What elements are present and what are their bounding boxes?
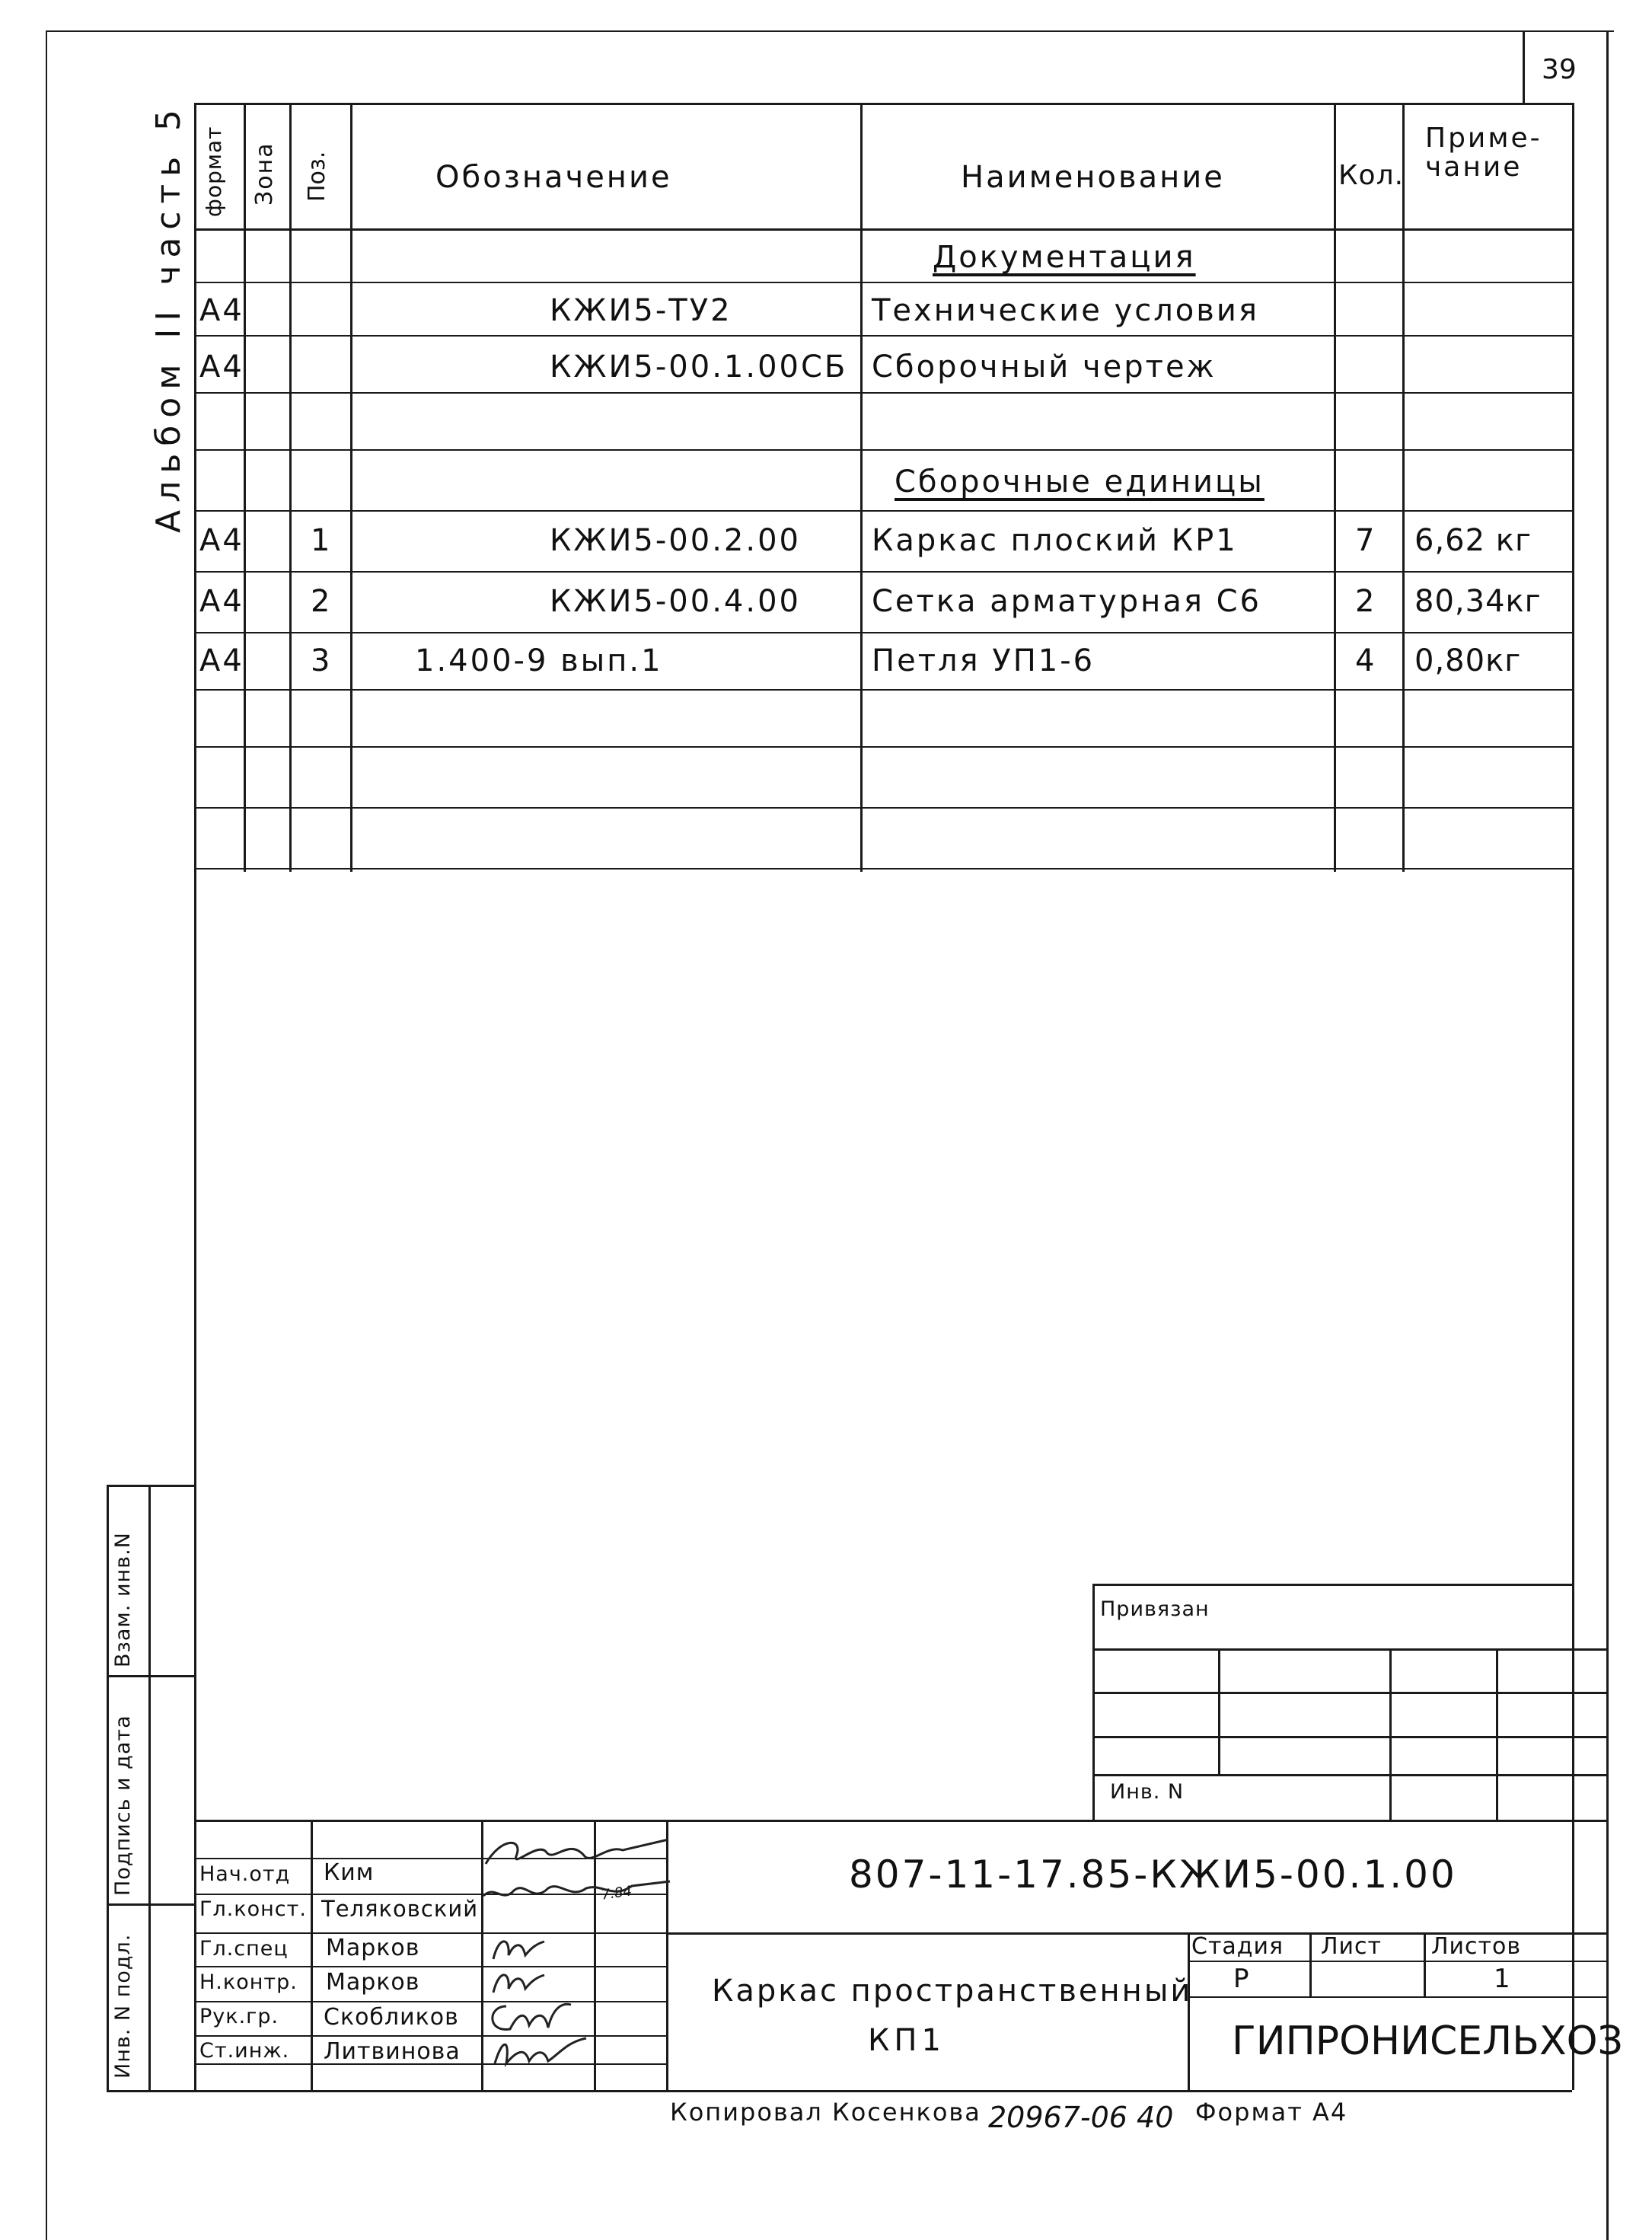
row-name: Петля УП1-6 (872, 643, 1095, 678)
row-qty: 4 (1355, 643, 1377, 678)
page-number: 39 (1542, 54, 1577, 85)
side-stamp-vzam: Взам. инв.N (111, 1532, 135, 1667)
stage-label: Стадия (1191, 1933, 1284, 1960)
row-designation: КЖИ5-00.2.00 (550, 523, 801, 558)
sheets-value: 1 (1494, 1964, 1510, 1994)
row-designation: КЖИ5-00.1.00СБ (550, 349, 848, 385)
row-format: А4 (199, 643, 244, 678)
row-pos: 1 (311, 523, 333, 558)
role-label: Нач.отд (199, 1862, 291, 1886)
row-designation: 1.400-9 вып.1 (415, 643, 663, 678)
person-name: Марков (326, 1935, 420, 1961)
sign-date-small: 7.84 (600, 1883, 633, 1903)
left-margin-title: Альбом II часть 5 (149, 101, 188, 533)
role-label: Рук.гр. (199, 2005, 279, 2028)
row-designation: КЖИ5-ТУ2 (550, 293, 732, 328)
row-qty: 2 (1355, 584, 1377, 619)
header-name: Наименование (961, 160, 1225, 195)
footer-format: Формат А4 (1195, 2098, 1348, 2127)
organization: ГИПРОНИСЕЛЬХОЗ (1232, 2018, 1623, 2064)
role-label: Гл.конст. (199, 1897, 307, 1921)
section-docs: Документация (933, 240, 1196, 275)
row-format: А4 (199, 349, 244, 385)
row-note: 6,62 кг (1414, 523, 1532, 558)
doc-code: 807-11-17.85-КЖИ5-00.1.00 (849, 1852, 1457, 1897)
stage-value: Р (1233, 1964, 1249, 1994)
signature-markov-2 (487, 1966, 548, 2000)
row-note: 0,80кг (1414, 643, 1522, 678)
copied-by: Копировал Косенкова (670, 2098, 981, 2127)
person-name: Литвинова (324, 2038, 461, 2065)
signature-markov-1 (487, 1932, 548, 1967)
sheet-label: Лист (1321, 1933, 1383, 1960)
role-label: Гл.спец (199, 1937, 289, 1961)
signature-skoblikov (483, 1999, 575, 2037)
signature-telyakovsky (480, 1877, 674, 1907)
header-note: Приме- чание (1425, 123, 1542, 183)
row-name: Сборочный чертеж (872, 349, 1217, 385)
row-format: А4 (199, 523, 244, 558)
row-format: А4 (199, 293, 244, 328)
row-name: Каркас плоский КР1 (872, 523, 1238, 558)
sheets-label: Листов (1431, 1933, 1522, 1960)
section-assemblies: Сборочные единицы (895, 464, 1265, 499)
row-note: 80,34кг (1414, 584, 1542, 619)
signature-kim (478, 1833, 672, 1871)
header-zone: Зона (251, 142, 278, 206)
person-name: Скобликов (324, 2004, 459, 2031)
header-designation: Обозначение (435, 160, 672, 195)
row-name: Технические условия (872, 293, 1259, 328)
role-label: Н.контр. (199, 1970, 298, 1994)
header-pos: Поз. (304, 151, 330, 202)
header-qty: Кол. (1338, 160, 1405, 191)
row-format: А4 (199, 584, 244, 619)
header-format: формат (201, 126, 226, 217)
person-name: Ким (324, 1859, 375, 1886)
title-line1: Каркас пространственный (712, 1974, 1193, 2009)
side-stamp-podpis: Подпись и дата (111, 1715, 135, 1896)
side-stamp-inv-podl: Инв. N подл. (111, 1933, 135, 2079)
copy-number: 20967-06 40 (988, 2101, 1174, 2134)
row-designation: КЖИ5-00.4.00 (550, 584, 801, 619)
person-name: Марков (326, 1969, 420, 1996)
row-name: Сетка арматурная С6 (872, 584, 1261, 619)
row-qty: 7 (1355, 523, 1377, 558)
role-label: Ст.инж. (199, 2039, 290, 2063)
privyazan-label: Привязан (1100, 1597, 1210, 1621)
title-line2: КП1 (868, 2023, 946, 2058)
row-pos: 3 (311, 643, 333, 678)
privyazan-inv: Инв. N (1110, 1780, 1185, 1804)
person-name: Теляковский (321, 1896, 479, 1922)
row-pos: 2 (311, 584, 333, 619)
signature-litvinova (487, 2034, 594, 2069)
